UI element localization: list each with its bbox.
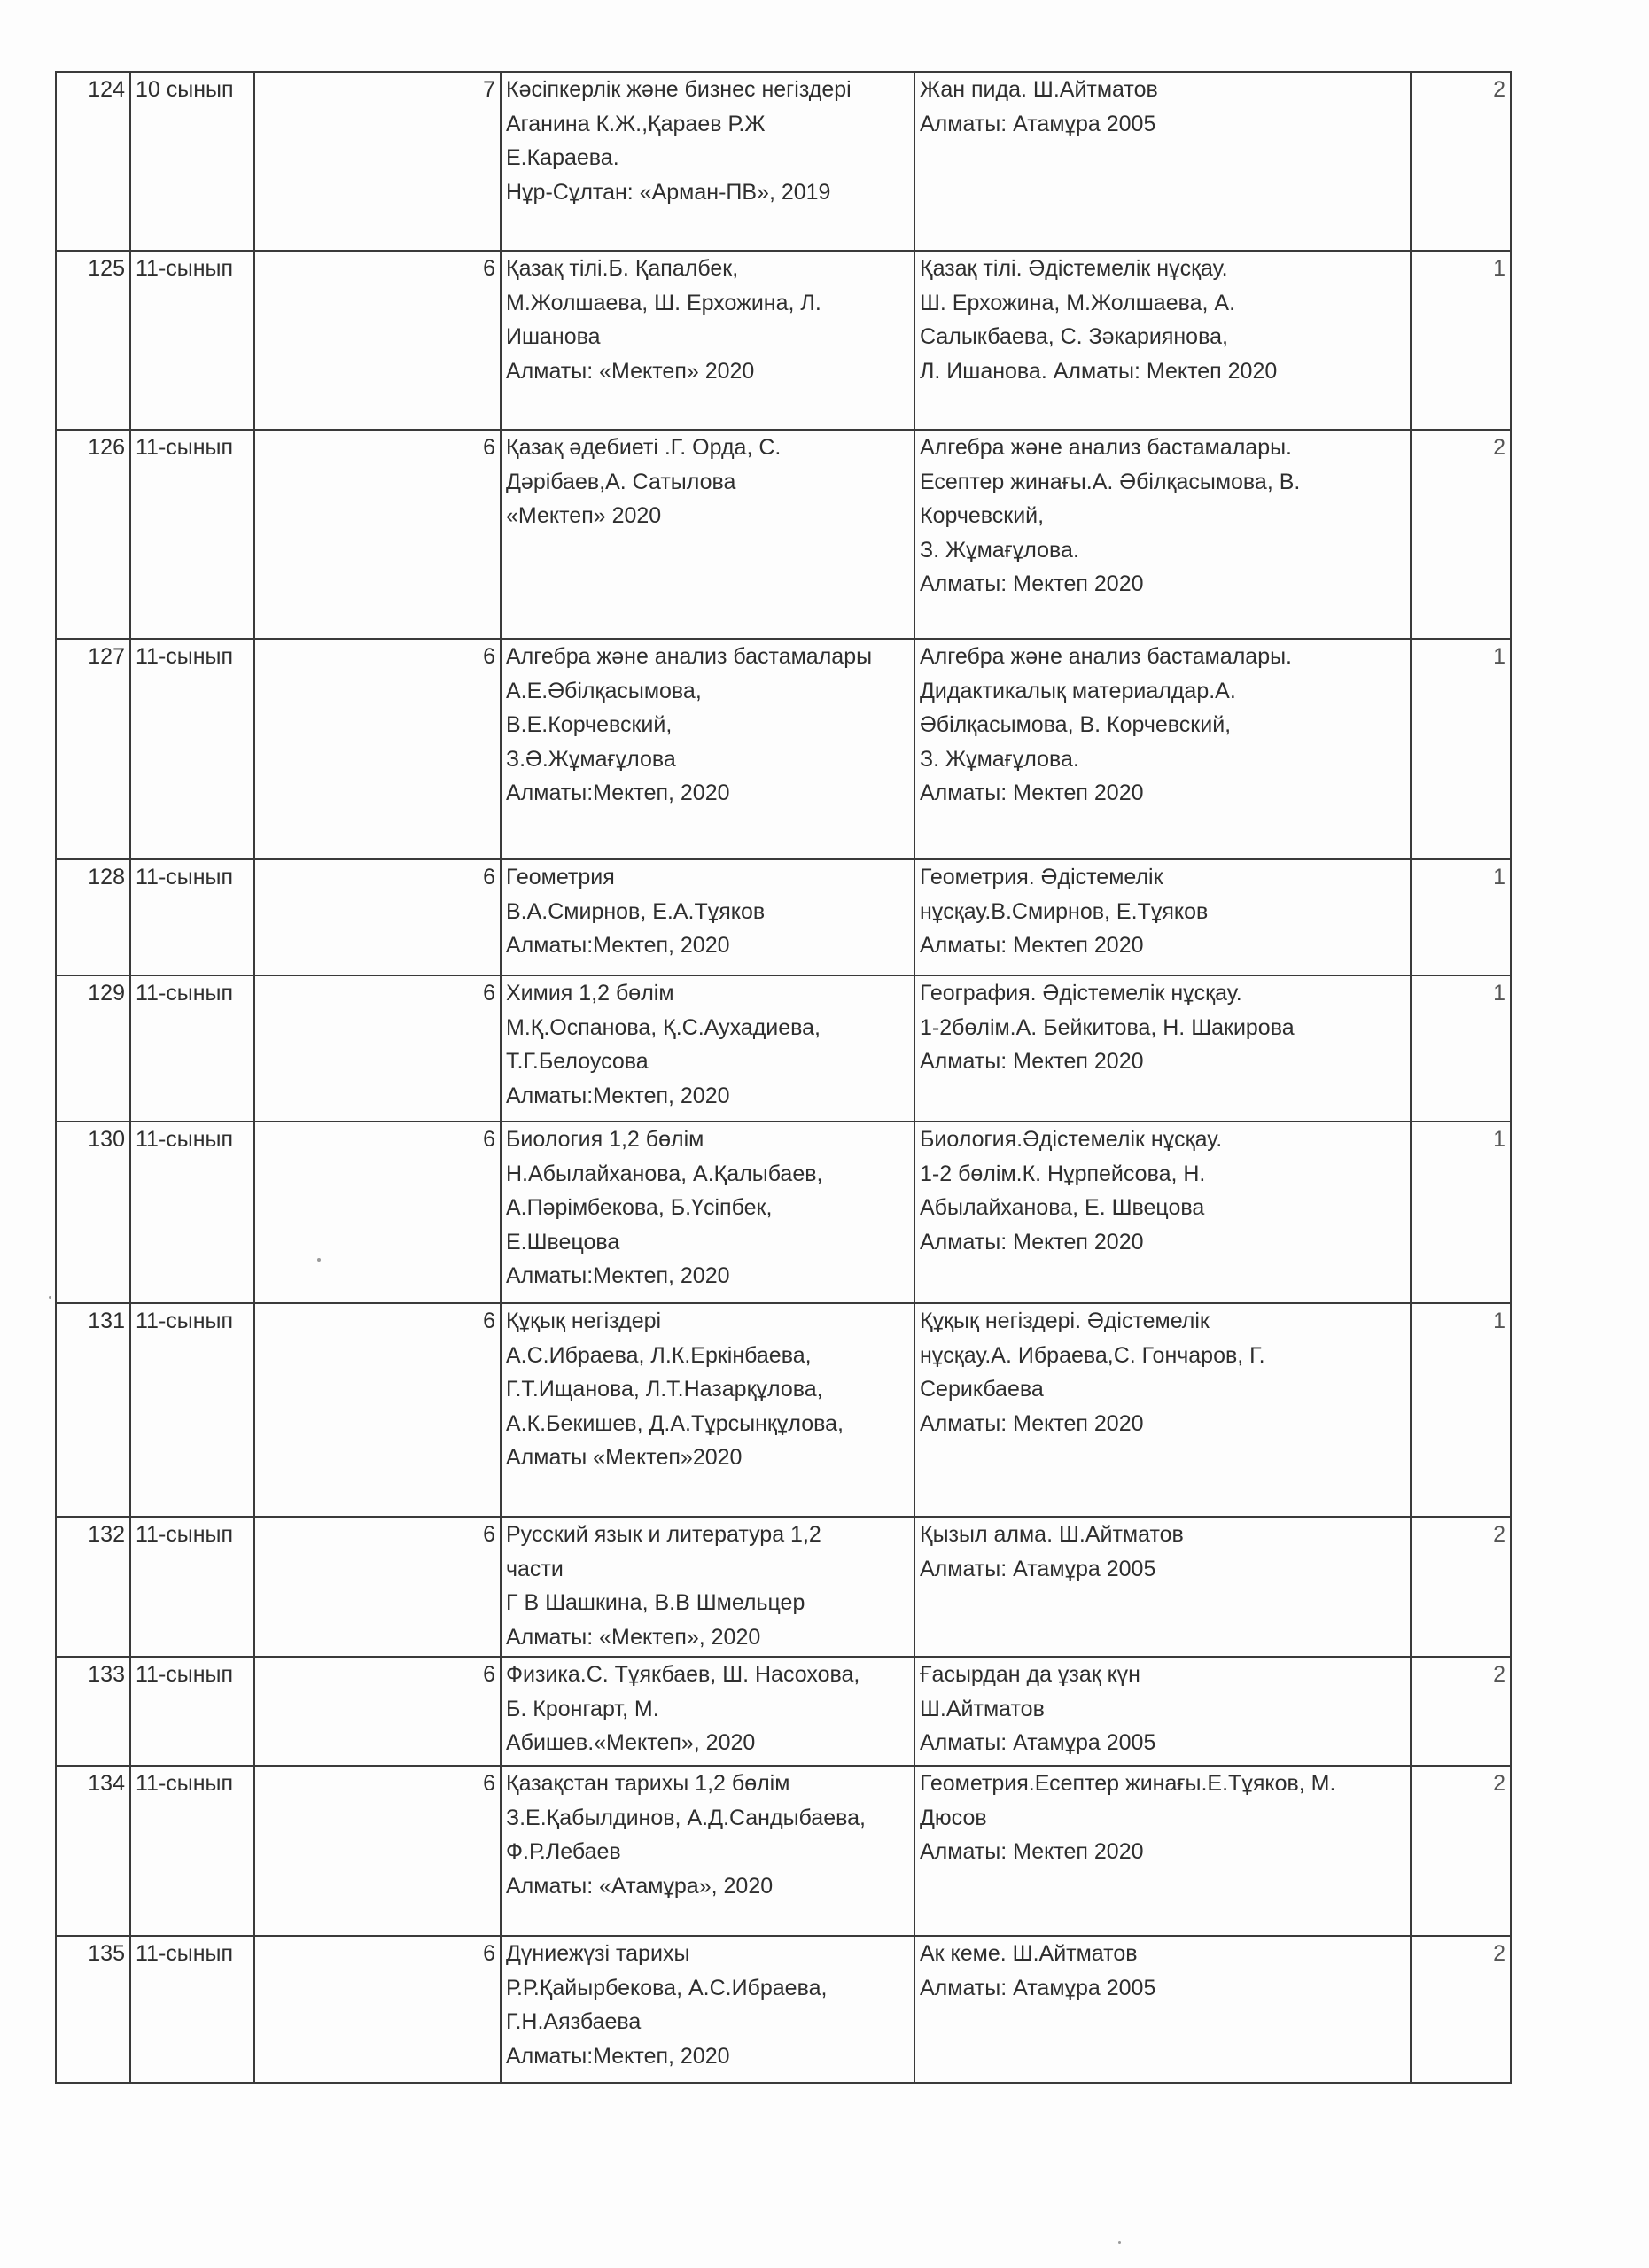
supplementary-line: Корчевский, (920, 503, 1045, 528)
textbook-cell (501, 1303, 914, 1517)
textbook-cell (501, 430, 914, 639)
supplementary-line: Ш. Ерхожина, М.Жолшаева, А. (920, 290, 1236, 315)
supplementary-line: Әбілқасымова, В. Корчевский, (920, 712, 1232, 737)
textbook-line: Қазақ әдебиеті .Г. Орда, С. (506, 435, 782, 460)
supplementary-line: Геометрия. Әдістемелік (920, 865, 1163, 889)
textbook-line: Алгебра және анализ бастамалары (506, 644, 873, 669)
table-row (56, 1657, 1511, 1766)
row-number: 124 (56, 72, 130, 251)
textbook-line: Ф.Р.Лебаев (506, 1839, 621, 1864)
grade-cell: 11-сынып (130, 1303, 254, 1517)
quantity-cell: 1 (1411, 1303, 1511, 1517)
textbook-line: Г.Н.Аязбаева (506, 2009, 642, 2034)
textbook-line: Алматы:Мектеп, 2020 (506, 1263, 730, 1288)
table-row (56, 639, 1511, 859)
supplementary-book-cell (914, 72, 1411, 251)
hours-cell: 7 (254, 72, 501, 251)
textbook-line: Алматы:Мектеп, 2020 (506, 2043, 730, 2069)
textbook-line: Р.Р.Қайырбекова, А.С.Ибраева, (506, 1975, 828, 2000)
supplementary-book-cell (914, 1303, 1411, 1517)
grade-cell: 11-сынып (130, 1766, 254, 1936)
textbook-line: Е.Швецова (506, 1229, 620, 1254)
supplementary-line: Ак кеме. Ш.Айтматов (920, 1941, 1138, 1966)
supplementary-line: Абылайханова, Е. Швецова (920, 1195, 1205, 1220)
supplementary-line: Алматы: Атамұра 2005 (920, 1556, 1156, 1581)
scan-speck (1118, 2241, 1121, 2244)
row-number: 128 (56, 859, 130, 975)
quantity-cell: 1 (1411, 639, 1511, 859)
hours-cell: 6 (254, 1657, 501, 1766)
supplementary-line: Жан пида. Ш.Айтматов (920, 77, 1158, 102)
supplementary-line: Геометрия.Есептер жинағы.Е.Тұяков, М. (920, 1771, 1336, 1796)
supplementary-line: 1-2бөлім.А. Бейкитова, Н. Шакирова (920, 1014, 1295, 1040)
quantity-cell: 2 (1411, 1766, 1511, 1936)
supplementary-line: Серикбаева (920, 1377, 1044, 1402)
textbook-line: А.Пәрімбекова, Б.Үсіпбек, (506, 1195, 773, 1220)
supplementary-line: З. Жұмағұлова. (920, 537, 1079, 563)
supplementary-line: География. Әдістемелік нұсқау. (920, 981, 1242, 1006)
table-body (56, 72, 1511, 2083)
textbook-line: Т.Г.Белоусова (506, 1049, 649, 1074)
supplementary-line: Алматы: Мектеп 2020 (920, 1839, 1144, 1864)
table-row (56, 72, 1511, 251)
row-number: 134 (56, 1766, 130, 1936)
textbook-cell (501, 975, 914, 1122)
textbook-cell (501, 859, 914, 975)
textbook-line: Абишев.«Мектеп», 2020 (506, 1730, 756, 1755)
textbook-line: А.Е.Әбілқасымова, (506, 678, 702, 703)
hours-cell: 6 (254, 639, 501, 859)
supplementary-book-cell (914, 430, 1411, 639)
textbook-cell (501, 1936, 914, 2083)
supplementary-line: Қызыл алма. Ш.Айтматов (920, 1522, 1184, 1547)
quantity-cell: 2 (1411, 1657, 1511, 1766)
textbook-line: Г.Т.Ищанова, Л.Т.Назарқұлова, (506, 1377, 823, 1402)
supplementary-line: Алматы: Мектеп 2020 (920, 1410, 1144, 1436)
supplementary-book-cell (914, 251, 1411, 430)
table-row (56, 1122, 1511, 1303)
supplementary-book-cell (914, 859, 1411, 975)
supplementary-book-cell (914, 639, 1411, 859)
textbook-line: Геометрия (506, 865, 615, 889)
supplementary-line: Алматы: Мектеп 2020 (920, 781, 1144, 805)
textbook-line: Алматы: «Мектеп», 2020 (506, 1624, 761, 1650)
grade-cell: 11-сынып (130, 430, 254, 639)
row-number: 130 (56, 1122, 130, 1303)
supplementary-line: Алматы: Мектеп 2020 (920, 933, 1144, 958)
row-number: 127 (56, 639, 130, 859)
grade-cell: 11-сынып (130, 975, 254, 1122)
textbook-line: З.Е.Қабылдинов, А.Д.Сандыбаева, (506, 1805, 866, 1830)
quantity-cell: 2 (1411, 430, 1511, 639)
row-number: 133 (56, 1657, 130, 1766)
textbook-cell (501, 1517, 914, 1657)
supplementary-line: Алматы: Мектеп 2020 (920, 1229, 1144, 1254)
supplementary-line: Алгебра және анализ бастамалары. (920, 644, 1293, 669)
supplementary-book-cell (914, 1766, 1411, 1936)
textbook-line: Алматы:Мектеп, 2020 (506, 781, 730, 805)
textbook-line: Н.Абылайханова, А.Қалыбаев, (506, 1161, 823, 1186)
textbook-line: Е.Караева. (506, 145, 619, 170)
quantity-cell: 1 (1411, 975, 1511, 1122)
textbook-line: «Мектеп» 2020 (506, 503, 662, 528)
supplementary-line: Есептер жинағы.А. Әбілқасымова, В. (920, 469, 1301, 494)
hours-cell: 6 (254, 251, 501, 430)
hours-cell: 6 (254, 1303, 501, 1517)
table-row (56, 430, 1511, 639)
textbook-line: Алматы: «Атамұра», 2020 (506, 1873, 774, 1899)
textbook-cell (501, 1657, 914, 1766)
hours-cell: 6 (254, 1517, 501, 1657)
textbook-line: Русский язык и литература 1,2 (506, 1522, 821, 1547)
grade-cell: 11-сынып (130, 1657, 254, 1766)
textbook-cell (501, 639, 914, 859)
grade-cell: 11-сынып (130, 251, 254, 430)
textbook-line: Нұр-Сұлтан: «Арман-ПВ», 2019 (506, 179, 831, 205)
textbook-line: Құқық негіздері (506, 1309, 662, 1333)
row-number: 126 (56, 430, 130, 639)
quantity-cell: 1 (1411, 859, 1511, 975)
textbook-line: Қазақ тілі.Б. Қапалбек, (506, 256, 739, 281)
scan-speck (49, 1296, 51, 1299)
supplementary-line: нұсқау.В.Смирнов, Е.Тұяков (920, 898, 1209, 924)
textbook-line: А.С.Ибраева, Л.К.Еркінбаева, (506, 1342, 812, 1368)
grade-cell: 11-сынып (130, 859, 254, 975)
quantity-cell: 1 (1411, 1122, 1511, 1303)
textbook-line: Алматы «Мектеп»2020 (506, 1445, 743, 1470)
table-row (56, 1517, 1511, 1657)
supplementary-book-cell (914, 975, 1411, 1122)
grade-cell: 10 сынып (130, 72, 254, 251)
textbook-cell (501, 1122, 914, 1303)
row-number: 132 (56, 1517, 130, 1657)
textbook-line: Алматы: «Мектеп» 2020 (506, 358, 755, 384)
supplementary-line: Құқық негіздері. Әдістемелік (920, 1309, 1210, 1333)
supplementary-book-cell (914, 1657, 1411, 1766)
supplementary-line: Ш.Айтматов (920, 1696, 1045, 1721)
quantity-cell: 1 (1411, 251, 1511, 430)
textbook-line: М.Жолшаева, Ш. Ерхожина, Л. (506, 290, 821, 315)
quantity-cell: 2 (1411, 1517, 1511, 1657)
supplementary-book-cell (914, 1517, 1411, 1657)
grade-cell: 11-сынып (130, 639, 254, 859)
supplementary-line: Дюсов (920, 1805, 987, 1830)
textbook-table (55, 71, 1512, 2084)
textbook-line: А.К.Бекишев, Д.А.Тұрсынқұлова, (506, 1410, 844, 1436)
supplementary-line: Дидактикалық материалдар.А. (920, 678, 1236, 703)
textbook-line: Дәрібаев,А. Сатылова (506, 469, 736, 494)
table-row (56, 859, 1511, 975)
supplementary-line: Алгебра және анализ бастамалары. (920, 435, 1293, 460)
hours-cell: 6 (254, 1936, 501, 2083)
textbook-cell (501, 1766, 914, 1936)
quantity-cell: 2 (1411, 1936, 1511, 2083)
table-row (56, 1766, 1511, 1936)
textbook-line: В.Е.Корчевский, (506, 712, 673, 737)
textbook-line: Ишанова (506, 324, 601, 349)
hours-cell: 6 (254, 859, 501, 975)
textbook-line: Кәсіпкерлік және бизнес негіздері (506, 77, 852, 102)
supplementary-line: Салыкбаева, С. Зәкариянова, (920, 324, 1228, 349)
supplementary-line: Биология.Әдістемелік нұсқау. (920, 1127, 1223, 1152)
row-number: 129 (56, 975, 130, 1122)
textbook-line: Б. Кронгарт, М. (506, 1696, 659, 1721)
supplementary-line: Алматы: Атамұра 2005 (920, 1975, 1156, 2000)
supplementary-line: Алматы: Мектеп 2020 (920, 571, 1144, 596)
row-number: 125 (56, 251, 130, 430)
scan-speck (317, 1258, 321, 1262)
textbook-line: Алматы:Мектеп, 2020 (506, 933, 730, 958)
supplementary-line: Алматы: Атамұра 2005 (920, 111, 1156, 136)
textbook-line: Аганина К.Ж.,Қараев Р.Ж (506, 111, 766, 136)
supplementary-line: нұсқау.А. Ибраева,С. Гончаров, Г. (920, 1342, 1265, 1368)
textbook-line: Химия 1,2 бөлім (506, 981, 674, 1006)
hours-cell: 6 (254, 1766, 501, 1936)
textbook-line: Қазақстан тарихы 1,2 бөлім (506, 1771, 790, 1796)
table-row (56, 251, 1511, 430)
textbook-line: Алматы:Мектеп, 2020 (506, 1083, 730, 1108)
supplementary-book-cell (914, 1122, 1411, 1303)
supplementary-book-cell (914, 1936, 1411, 2083)
hours-cell: 6 (254, 975, 501, 1122)
textbook-cell (501, 72, 914, 251)
supplementary-line: Алматы: Атамұра 2005 (920, 1730, 1156, 1755)
grade-cell: 11-сынып (130, 1122, 254, 1303)
supplementary-line: 1-2 бөлім.К. Нұрпейсова, Н. (920, 1161, 1206, 1186)
supplementary-line: З. Жұмағұлова. (920, 746, 1079, 772)
grade-cell: 11-сынып (130, 1517, 254, 1657)
hours-cell: 6 (254, 430, 501, 639)
row-number: 131 (56, 1303, 130, 1517)
hours-cell: 6 (254, 1122, 501, 1303)
supplementary-line: Л. Ишанова. Алматы: Мектеп 2020 (920, 358, 1278, 384)
textbook-line: Биология 1,2 бөлім (506, 1127, 704, 1152)
textbook-line: З.Ә.Жұмағұлова (506, 746, 676, 772)
textbook-line: Дүниежүзі тарихы (506, 1941, 690, 1966)
textbook-line: Физика.С. Тұякбаев, Ш. Насохова, (506, 1662, 860, 1687)
textbook-cell (501, 251, 914, 430)
supplementary-line: Ғасырдан да ұзақ күн (920, 1662, 1140, 1687)
table-row (56, 1936, 1511, 2083)
supplementary-line: Алматы: Мектеп 2020 (920, 1049, 1144, 1074)
textbook-line: В.А.Смирнов, Е.А.Тұяков (506, 898, 766, 924)
table-row (56, 975, 1511, 1122)
supplementary-line: Қазақ тілі. Әдістемелік нұсқау. (920, 256, 1228, 281)
textbook-line: М.Қ.Оспанова, Қ.С.Аухадиева, (506, 1014, 821, 1040)
textbook-line: Г В Шашкина, В.В Шмельцер (506, 1590, 805, 1615)
row-number: 135 (56, 1936, 130, 2083)
textbook-line: части (506, 1556, 564, 1581)
quantity-cell: 2 (1411, 72, 1511, 251)
grade-cell: 11-сынып (130, 1936, 254, 2083)
table-row (56, 1303, 1511, 1517)
